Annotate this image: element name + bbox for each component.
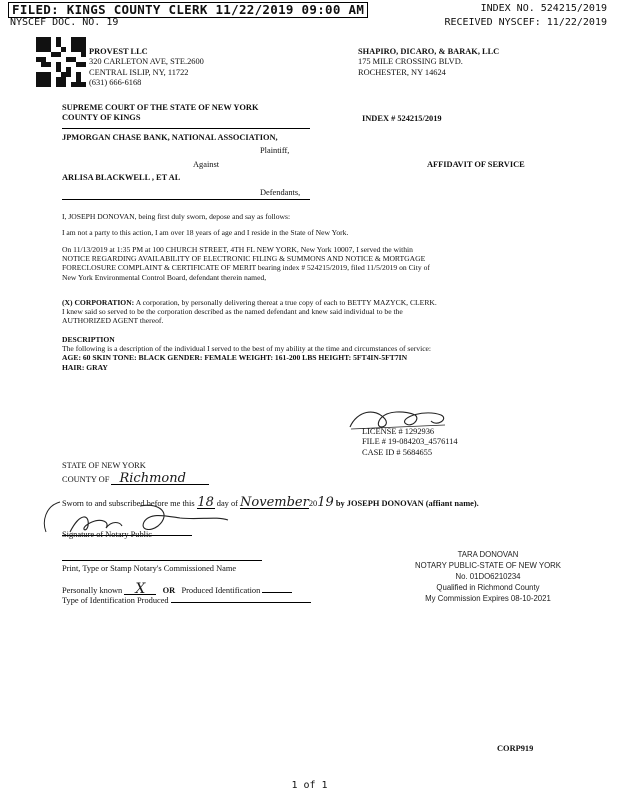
file-number: FILE # 19-084203_4576114 bbox=[362, 437, 458, 447]
form-code: CORP919 bbox=[497, 744, 534, 753]
nyscef-doc-number: NYSCEF DOC. NO. 19 bbox=[10, 17, 119, 28]
service-paragraph bbox=[62, 245, 552, 282]
service-line-2: NOTICE REGARDING AVAILABILITY OF ELECTRONIC FILING & SUMMONS AND NOTICE & MORTGAGE bbox=[62, 254, 426, 264]
year-prefix: 20 bbox=[308, 499, 318, 508]
page-number: 1 of 1 bbox=[291, 780, 328, 791]
caption-rule-bottom bbox=[62, 199, 310, 200]
notary-expiration: My Commission Expires 08-10-2021 bbox=[425, 594, 551, 603]
court-name: SUPREME COURT OF THE STATE OF NEW YORK bbox=[62, 103, 259, 112]
day-of-label: day of bbox=[216, 499, 238, 508]
produced-identification-label: Produced Identification bbox=[181, 586, 261, 595]
produced-identification-blank bbox=[262, 592, 292, 593]
personally-known-mark: X bbox=[124, 585, 156, 595]
sworn-year: 19 bbox=[317, 495, 334, 510]
jurat-state: STATE OF NEW YORK bbox=[62, 461, 146, 470]
corporation-label: (X) CORPORATION: bbox=[62, 298, 135, 307]
case-id: CASE ID # 5684655 bbox=[362, 447, 433, 457]
description-hair: HAIR: GRAY bbox=[62, 362, 108, 372]
identification-line bbox=[62, 581, 292, 597]
index-number: INDEX NO. 524215/2019 bbox=[480, 3, 607, 14]
document-title: AFFIDAVIT OF SERVICE bbox=[427, 160, 525, 169]
print-name-line bbox=[62, 560, 262, 561]
attorney-firm-block bbox=[358, 47, 499, 78]
county-label: COUNTY OF bbox=[62, 475, 110, 484]
plaintiff-role: Plaintiff, bbox=[260, 146, 290, 155]
notary-county: Qualified in Richmond County bbox=[436, 583, 540, 592]
service-line-1: On 11/13/2019 at 1:35 PM at 100 CHURCH STREET, 4TH FL NEW YORK, New York 10007, I served the within bbox=[62, 245, 413, 254]
type-id-label: Type of Identification Produced bbox=[62, 596, 169, 605]
type-id-line bbox=[62, 596, 311, 606]
description-details: AGE: 60 SKIN TONE: BLACK GENDER: FEMALE WEIGHT: 161-200 LBS HEIGHT: 5FT4IN-5FT7IN bbox=[62, 353, 408, 363]
server-firm-phone: (631) 666-6168 bbox=[89, 77, 142, 87]
corporation-text: A corporation, by personally delivering thereat a true copy of each to BETTY MAZYCK, CLERK. bbox=[134, 298, 437, 307]
sworn-prefix: Sworn to and subscribed before me this bbox=[62, 499, 195, 508]
court-block bbox=[62, 103, 258, 124]
server-firm-name: PROVEST LLC bbox=[89, 47, 148, 56]
sworn-month: November bbox=[240, 495, 309, 510]
corporation-line-3: AUTHORIZED AGENT thereof. bbox=[62, 316, 164, 326]
notary-number: No. 01DO6210234 bbox=[455, 572, 521, 581]
server-firm-address2: CENTRAL ISLIP, NY, 11722 bbox=[89, 67, 189, 77]
header-right bbox=[444, 2, 607, 30]
service-line-4: New York Environmental Control Board, defendant therein named, bbox=[62, 272, 267, 282]
court-index: INDEX # 524215/2019 bbox=[362, 114, 442, 123]
print-name-label: Print, Type or Stamp Notary's Commissioned Name bbox=[62, 564, 237, 573]
county-handwritten: Richmond bbox=[111, 474, 209, 485]
license-number: LICENSE # 1292936 bbox=[362, 427, 435, 436]
license-block bbox=[362, 427, 458, 458]
court-county: COUNTY OF KINGS bbox=[62, 113, 141, 123]
against-label: Against bbox=[193, 160, 220, 169]
attorney-firm-address2: ROCHESTER, NY 14624 bbox=[358, 67, 446, 77]
jurat-county bbox=[62, 471, 209, 486]
description-intro: The following is a description of the individual I served to the best of my ability at the time and circumstances of service: bbox=[62, 344, 432, 354]
corporation-line-1 bbox=[62, 298, 552, 307]
corporation-paragraph bbox=[62, 298, 552, 326]
service-line-3: FORECLOSURE COMPLAINT & CERTIFICATE OF MERIT bearing index # 524215/2019, filed 11/5/2019 on City of bbox=[62, 263, 430, 273]
server-firm-address1: 320 CARLETON AVE, STE.2600 bbox=[89, 57, 204, 67]
defendant-name: ARLISA BLACKWELL , ET AL bbox=[62, 173, 181, 182]
qr-code bbox=[36, 37, 86, 87]
type-id-blank bbox=[171, 602, 311, 603]
notary-title: NOTARY PUBLIC-STATE OF NEW YORK bbox=[415, 561, 561, 570]
plaintiff-name: JPMORGAN CHASE BANK, NATIONAL ASSOCIATION, bbox=[62, 133, 278, 142]
notary-stamp bbox=[390, 549, 586, 604]
corporation-line-2: I knew said so served to be the corporation described as the named defendant and knew said individual to be the bbox=[62, 307, 403, 317]
description-title: DESCRIPTION bbox=[62, 335, 115, 344]
or-label: OR bbox=[162, 586, 176, 595]
sworn-suffix: by JOSEPH DONOVAN (affiant name). bbox=[335, 499, 479, 508]
caption-rule-top bbox=[62, 128, 310, 129]
deponent-paragraph: I, JOSEPH DONOVAN, being first duly sworn, depose and say as follows: bbox=[62, 212, 291, 221]
notary-name: TARA DONOVAN bbox=[457, 550, 519, 559]
attorney-firm-name: SHAPIRO, DICARO, & BARAK, LLC bbox=[358, 47, 500, 56]
defendant-role: Defendants, bbox=[260, 188, 301, 197]
eligibility-paragraph: I am not a party to this action, I am over 18 years of age and I reside in the State of New York. bbox=[62, 228, 349, 237]
notary-signature-label: Signature of Notary Public bbox=[62, 530, 153, 539]
attorney-firm-address1: 175 MILE CROSSING BLVD. bbox=[358, 57, 463, 67]
personally-known-label: Personally known bbox=[62, 586, 123, 595]
filed-banner: FILED: KINGS COUNTY CLERK 11/22/2019 09:00 AM bbox=[8, 2, 368, 18]
description-block bbox=[62, 335, 552, 372]
server-firm-block bbox=[89, 47, 204, 88]
received-date: RECEIVED NYSCEF: 11/22/2019 bbox=[444, 17, 607, 28]
sworn-day: 18 bbox=[197, 495, 214, 510]
